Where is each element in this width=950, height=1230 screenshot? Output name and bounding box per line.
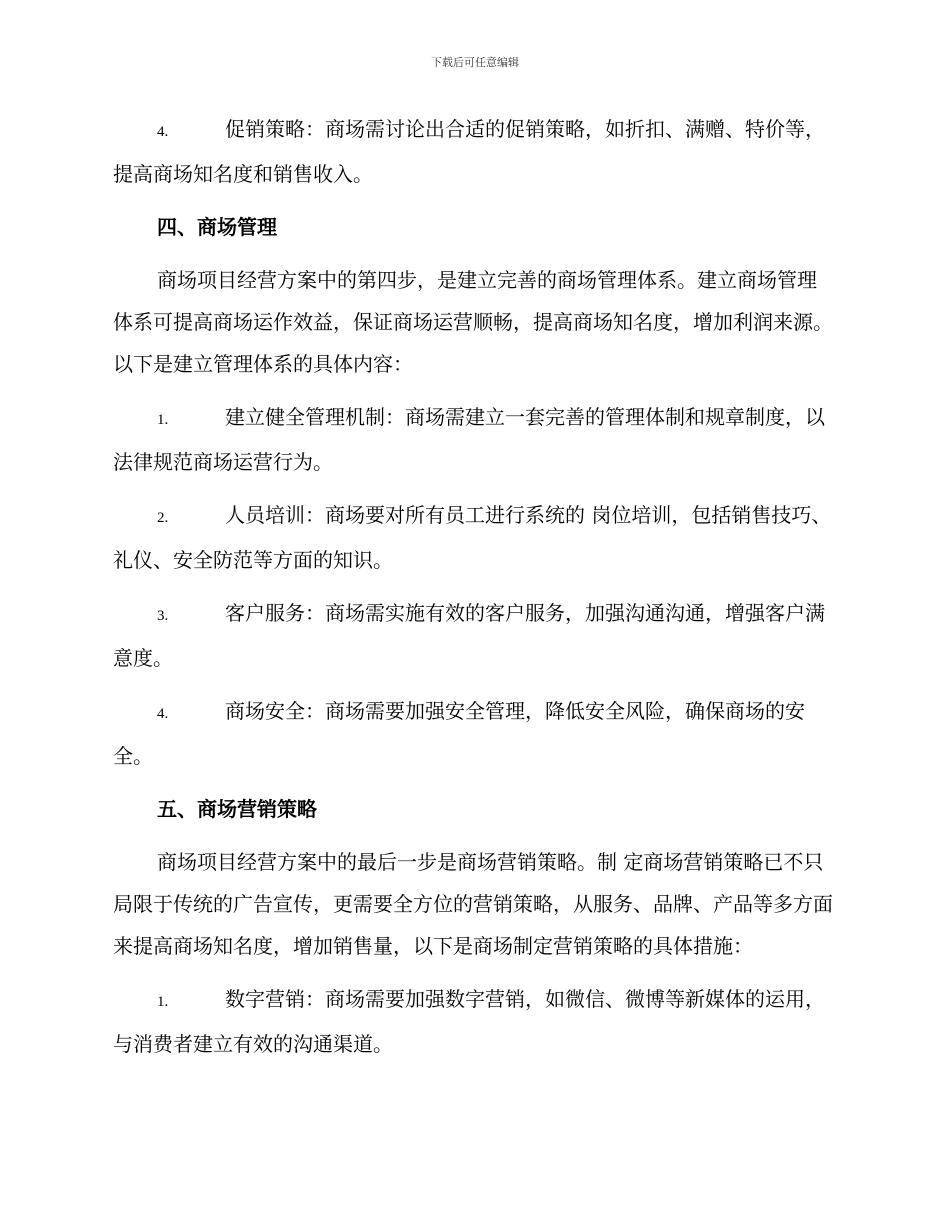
list-item-text: 促销策略：商场需讨论出合适的促销策略，如折扣、满赠、特价等，提高商场知名度和销售收入。 [113, 117, 825, 186]
list-item-text: 客户服务：商场需实施有效的客户服务，加强沟通沟通，增强客户满意度。 [113, 601, 825, 670]
list-item [113, 108, 835, 195]
list-item [113, 978, 835, 1065]
list-item-text: 数字营销：商场需要加强数字营销，如微信、微博等新媒体的运用，与消费者建立有效的沟通渠道。 [113, 987, 825, 1056]
list-item-text: 建立健全管理机制：商场需建立一套完善的管理体制和规章制度，以法律规范商场运营行为。 [113, 405, 825, 474]
document-body [113, 108, 835, 1076]
list-item [113, 690, 835, 777]
list-number: 4. [157, 124, 169, 140]
paragraph: 商场项目经营方案中的第四步，是建立完善的商场管理体系。建立商场管理体系可提高商场运作效益，保证商场运营顺畅，提高商场知名度，增加利润来源。以下是建立管理体系的具体内容： [113, 268, 833, 376]
page-header: 下载后可任意编辑 [431, 56, 519, 69]
list-item [113, 592, 835, 679]
list-item-text: 商场安全：商场需要加强安全管理，降低安全风险，确保商场的安全。 [113, 699, 805, 768]
paragraph: 商场项目经营方案中的最后一步是商场营销策略。制 定商场营销策略已不只局限于传统的广告宣传，更需要全方位的营销策略，从服务、品牌、产品等多方面来提高商场知名度，增加销售量，以下是商场制定营销策略的具体措施： [113, 850, 833, 958]
section-heading: 四、商场管理 [157, 215, 277, 239]
list-item [113, 396, 835, 483]
list-number: 3. [157, 608, 169, 624]
list-number: 1. [157, 412, 169, 428]
list-number: 4. [157, 706, 169, 722]
list-number: 1. [157, 994, 169, 1010]
list-item-text: 人员培训：商场要对所有员工进行系统的 岗位培训，包括销售技巧、礼仪、安全防范等方面的知识。 [113, 503, 832, 572]
section-heading: 五、商场营销策略 [157, 797, 317, 821]
list-item [113, 494, 835, 581]
list-number: 2. [157, 510, 169, 526]
